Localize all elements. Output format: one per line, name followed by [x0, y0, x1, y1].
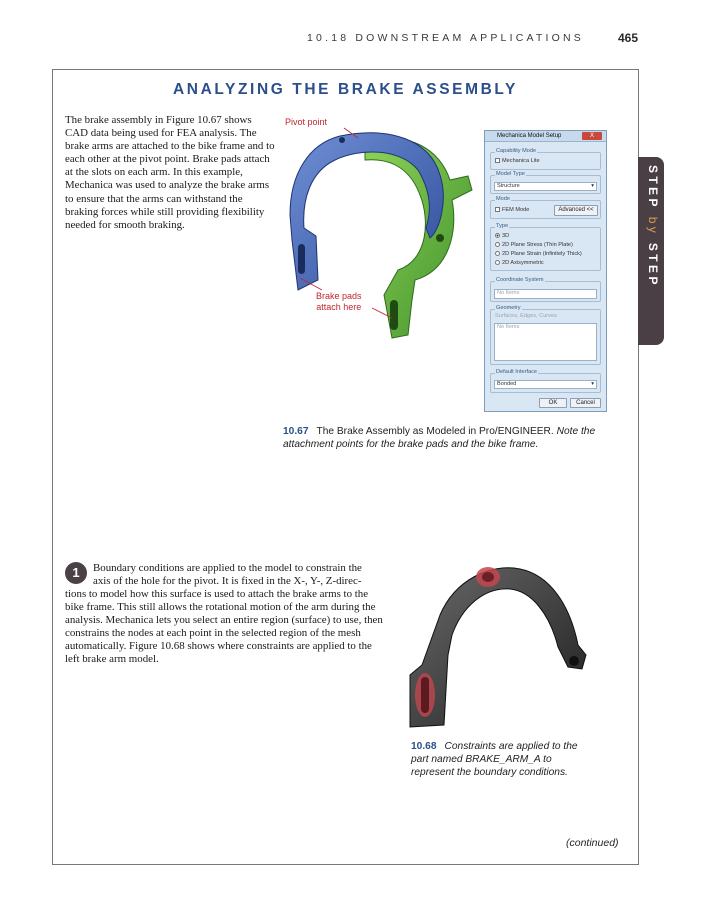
figure-10-67-caption — [283, 425, 613, 451]
caption-italic: Note the attachment points for the brake pads and the bike frame. — [283, 426, 596, 450]
step-text-rest: tions to model how this surface is used to attach the brake arms to the bike frame. This still allows the rotational motion of the arm during the analysis. Mechanica lets you select an entire region (surface) to use, then constrains the nodes at each point in the selected region of the mesh automatically. Figure 10.68 shows where constraints are applied to the left brake arm model. — [65, 588, 383, 665]
capability-mode-label: Capability Mode — [496, 148, 537, 154]
continued-note: (continued) — [566, 837, 619, 849]
fem-mode-label: FEM Mode — [502, 207, 530, 213]
close-button[interactable]: X — [582, 132, 602, 140]
geometry-label: Geometry — [496, 305, 521, 311]
model-type-group — [490, 171, 601, 194]
chevron-down-icon: ▾ — [591, 183, 594, 189]
default-interface-label: Default Interface — [496, 369, 538, 375]
type-option-3d[interactable]: 3D — [495, 233, 509, 239]
fem-mode-checkbox[interactable] — [495, 207, 529, 213]
tab-word-by: by — [646, 216, 660, 237]
dialog-title: Mechanica Model Setup — [497, 133, 562, 139]
brake-assembly-illustration — [280, 120, 490, 360]
step-1-paragraph — [65, 562, 383, 666]
model-type-label: Model Type — [496, 171, 525, 177]
figure-number: 10.67 — [283, 426, 309, 437]
geometry-list[interactable] — [494, 323, 597, 361]
step-line-2: axis of the hole for the pivot. It is fixed in the X-, Y-, Z-direc- — [93, 575, 362, 587]
mechanica-lite-checkbox[interactable] — [495, 158, 540, 164]
figure-number: 10.68 — [411, 741, 437, 752]
running-header — [0, 32, 702, 48]
mechanica-model-setup-dialog — [484, 130, 607, 412]
default-interface-select[interactable] — [494, 380, 597, 389]
callout-pivot-point: Pivot point — [285, 117, 328, 127]
figure-10-68-caption — [411, 740, 586, 779]
callout-brake-pads-line1: Brake pads — [316, 291, 362, 301]
step-number-badge: 1 — [65, 562, 87, 584]
tab-word-step-2: STEP — [646, 242, 660, 288]
callout-brake-pads-line2: attach here — [316, 302, 362, 312]
type-label: Type — [496, 223, 509, 229]
section-title: 10.18 DOWNSTREAM APPLICATIONS — [307, 32, 584, 44]
type-option-plane-strain[interactable]: 2D Plane Strain (Infinitely Thick) — [495, 251, 582, 257]
coordinate-system-value: No Items — [497, 290, 520, 296]
coordinate-system-label: Coordinate System — [496, 277, 544, 283]
step-by-step-tab — [638, 157, 664, 345]
default-interface-group — [490, 369, 601, 393]
type-option-axisymmetric[interactable]: 2D Axisymmetric — [495, 260, 544, 266]
model-type-select[interactable] — [494, 182, 597, 191]
dialog-title-bar — [485, 131, 606, 142]
chevron-down-icon: ▾ — [591, 381, 594, 387]
caption-text: Constraints are applied to the part named BRAKE_ARM_A to represent the boundary conditions. — [411, 741, 578, 778]
callout-brake-pads — [316, 291, 362, 313]
page-number: 465 — [617, 31, 638, 45]
coordinate-system-group — [490, 277, 601, 302]
mechanica-lite-label: Mechanica Lite — [502, 158, 540, 164]
coordinate-system-field[interactable] — [494, 289, 597, 299]
type-group — [490, 223, 601, 271]
geometry-value: No Items — [497, 324, 520, 330]
default-interface-value: Bonded — [497, 381, 517, 387]
advanced-button[interactable]: Advanced << — [554, 205, 598, 216]
intro-paragraph: The brake assembly in Figure 10.67 shows CAD data being used for FEA analysis. The brake arms are attached to the bike frame and to each other at the pivot point. Brake pads attach at the slots on each arm. In this example, Mechanica was used to analyze the brake arms to ensure that the arms can withstand the braking forces while still providing flexibility needed for smooth braking. — [65, 114, 275, 231]
ok-button[interactable]: OK — [539, 398, 567, 408]
tab-word-step: STEP — [646, 165, 660, 210]
step-line-1: Boundary conditions are applied to the model to constrain the — [93, 562, 362, 574]
page-title: ANALYZING THE BRAKE ASSEMBLY — [173, 81, 518, 98]
cancel-button[interactable]: Cancel — [570, 398, 601, 408]
brake-arm-constraints-illustration — [400, 555, 600, 735]
capability-mode-group — [490, 148, 601, 170]
geometry-group — [490, 305, 601, 365]
geometry-hint: Surfaces, Edges, Curves — [495, 313, 557, 319]
type-option-plane-stress[interactable]: 2D Plane Stress (Thin Plate) — [495, 242, 573, 248]
caption-text: The Brake Assembly as Modeled in Pro/ENGINEER. — [316, 426, 554, 437]
mode-label: Mode — [496, 196, 510, 202]
model-type-value: Structure — [497, 183, 520, 189]
mode-group — [490, 196, 601, 219]
